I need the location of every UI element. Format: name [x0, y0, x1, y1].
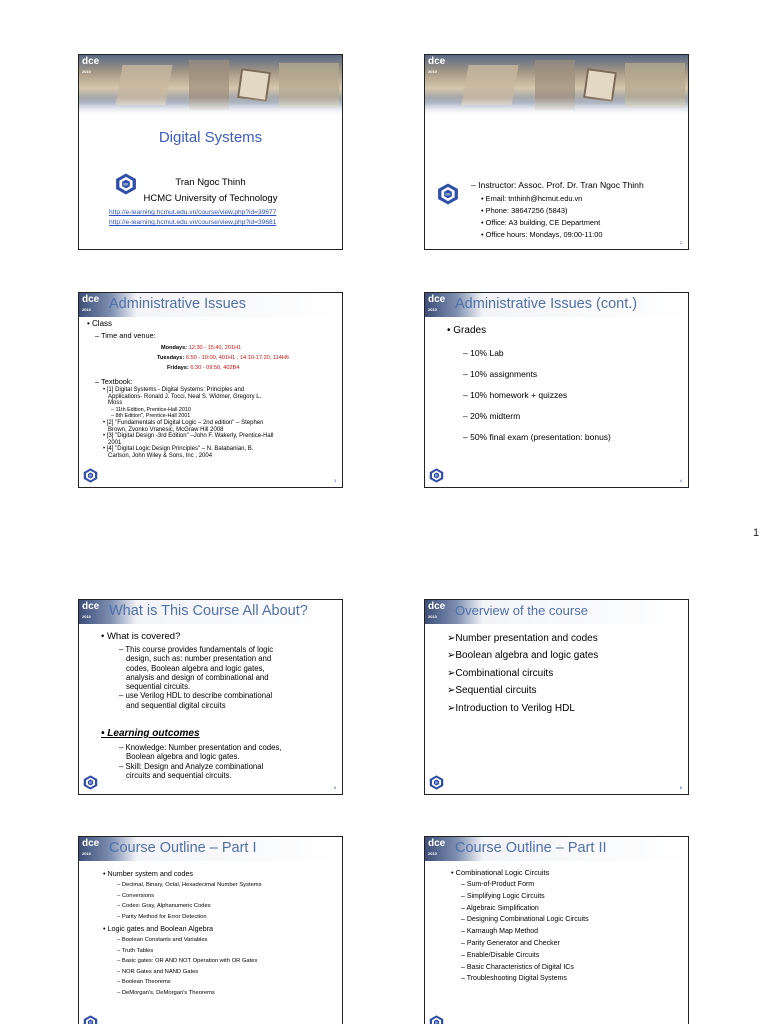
bullet-logic-gates: • Logic gates and Boolean Algebra: [103, 924, 214, 933]
overview-list: [447, 630, 598, 717]
logic-gates-list: – Boolean Constants and Variables – Truth Tables – Basic gates: OR AND NOT Operation with OR Gates – NOR Gates and NAND Gates – Boolean Theorems – DeMorgan's, DeMorgan's Theorems: [117, 937, 258, 996]
bullet-grades: • Grades: [447, 325, 487, 336]
list-item: ➢Combinational circuits: [447, 667, 554, 679]
organization: HCMC University of Technology: [143, 193, 278, 204]
list-item: ➢Sequential circuits: [447, 685, 537, 697]
slide-1: [78, 54, 343, 250]
slide-title: Digital Systems: [158, 129, 263, 146]
bullet-covered: • What is covered?: [101, 631, 181, 642]
slide-title: Overview of the course: [455, 603, 588, 618]
time-venue: – Time and venue:: [95, 331, 156, 340]
author: Tran Ngoc Thinh: [175, 177, 246, 188]
contact-email: • Email: tnthinh@hcmut.edu.vn: [481, 194, 583, 203]
schedule-friday: Fridays: 6:30 - 09:50, 402B4: [167, 365, 240, 371]
textbook-list: • [1] Digital Systems - Digital Systems: Principles and Applications- Ronald J. Tocci, Neal S. Widmer, Gregory L. Moss – 11th Edition, Prentice-Hall 2010 – 8th Edition", Prentice-Hall 2001 • [2] "Fundamentals of Digital Logic – 2nd edition" – Stephen Brown, Zvonko Vranesic, McGraw Hill 2008 • [3] "Digital Design -3rd Edition" –John F. Wakerly, Prentice-Hall 2001 • [4] "Digital Logic Design Principles" – N. Balabanian, B. Carlson, John Wiley & Sons, Inc , 2004: [103, 387, 274, 459]
slide-8: [424, 836, 689, 1024]
slide-title: What is This Course All About?: [109, 603, 308, 619]
grade-item: – 10% homework + quizzes: [463, 390, 568, 400]
dce-logo: dce 2010: [82, 601, 100, 619]
slide-title: Administrative Issues (cont.): [455, 296, 638, 312]
dce-logo: dce 2010: [428, 294, 446, 312]
slide-6: [424, 599, 689, 795]
schedule-tuesday: Tuesdays: 6:50 - 10:00, 401H1 ; 14:10-17:20, 114H6: [157, 355, 289, 361]
slide-title: Administrative Issues: [109, 296, 246, 312]
university-logo-icon: [83, 1015, 98, 1024]
dce-logo: dce 2010: [82, 294, 100, 312]
slide-number: 5: [333, 785, 336, 790]
slide-number: 6: [679, 785, 682, 790]
textbook-label: – Textbook:: [95, 377, 133, 386]
slide-number: 4: [679, 478, 682, 483]
contact-phone: • Phone: 38647256 (5843): [481, 206, 568, 215]
dce-logo: dce 2010: [428, 56, 446, 74]
course-link-1[interactable]: http://e-learning.hcmut.edu.vn/course/view.php?id=39677: [109, 209, 277, 216]
slide-title: Course Outline – Part I: [109, 840, 257, 856]
course-link-2[interactable]: http://e-learning.hcmut.edu.vn/course/view.php?id=39681: [109, 219, 277, 226]
dce-logo: dce 2010: [428, 838, 446, 856]
slide-4: [424, 292, 689, 488]
university-logo-icon: [437, 183, 459, 205]
grade-item: – 50% final exam (presentation: bonus): [463, 432, 611, 442]
contact-office: • Office: A3 building, CE Department: [481, 218, 601, 227]
university-logo-icon: [83, 775, 98, 790]
university-logo-icon: [83, 468, 98, 483]
page-number: 1: [753, 527, 760, 539]
bullet-class: • Class: [87, 319, 113, 328]
slide-number: 3: [333, 478, 336, 483]
dce-logo: dce 2010: [82, 838, 100, 856]
dce-logo: dce 2010: [82, 56, 100, 74]
dce-logo: dce 2010: [428, 601, 446, 619]
grade-item: – 10% Lab: [463, 348, 504, 358]
list-item: ➢Number presentation and codes: [447, 633, 598, 644]
slide-5: [78, 599, 343, 795]
instructor: – Instructor: Assoc. Prof. Dr. Tran Ngoc Thinh: [471, 180, 644, 190]
slide-3: [78, 292, 343, 488]
slide-banner: [425, 55, 688, 115]
grade-item: – 20% midterm: [463, 411, 521, 421]
slide-banner: [79, 55, 342, 115]
schedule-monday: Mondays: 12:30 - 15:40, 201H1: [161, 345, 242, 351]
slide-2: [424, 54, 689, 250]
grade-item: – 10% assignments: [463, 369, 538, 379]
slide-number: 2: [679, 240, 682, 245]
list-item: ➢Introduction to Verilog HDL: [447, 702, 575, 714]
bullet-number-system: • Number system and codes: [103, 869, 194, 878]
university-logo-icon: [429, 775, 444, 790]
number-system-list: – Decimal, Binary, Octal, Hexadecimal Number Systems – Conversions – Codes: Gray, Alphanumeric Codes – Parity Method for Error Detection: [117, 882, 262, 920]
university-logo-icon: [429, 1015, 444, 1024]
slide-7: [78, 836, 343, 1024]
outcomes-list: – Knowledge: Number presentation and codes, Boolean algebra and logic gates. – Skill: Design and Analyze combinational circuits and sequential circuits.: [119, 743, 282, 780]
list-item: ➢Boolean algebra and logic gates: [447, 650, 599, 662]
contact-hours: • Office hours: Mondays, 09:00-11:00: [481, 230, 603, 239]
combinational-list: – Sum-of-Product Form – Simplifying Logic Circuits – Algebraic Simplification – Designing Combinational Logic Circuits – Karnaugh Map Method – Parity Generator and Checker – Enable/Disable Circuits – Basic Characteristics of Digital ICs – Troubleshooting Digital Systems: [461, 881, 589, 983]
bullet-outcomes: • Learning outcomes: [101, 728, 200, 739]
slide-title: Course Outline – Part II: [455, 840, 607, 856]
bullet-combinational: • Combinational Logic Circuits: [451, 868, 550, 877]
covered-list: – This course provides fundamentals of logic design, such as: number presentation and codes, Boolean algebra and logic gates, analysis and design of combinational and sequential circuits. – use Verilog HDL to describe combinational and sequential digital circuits: [119, 645, 274, 710]
university-logo-icon: [429, 468, 444, 483]
